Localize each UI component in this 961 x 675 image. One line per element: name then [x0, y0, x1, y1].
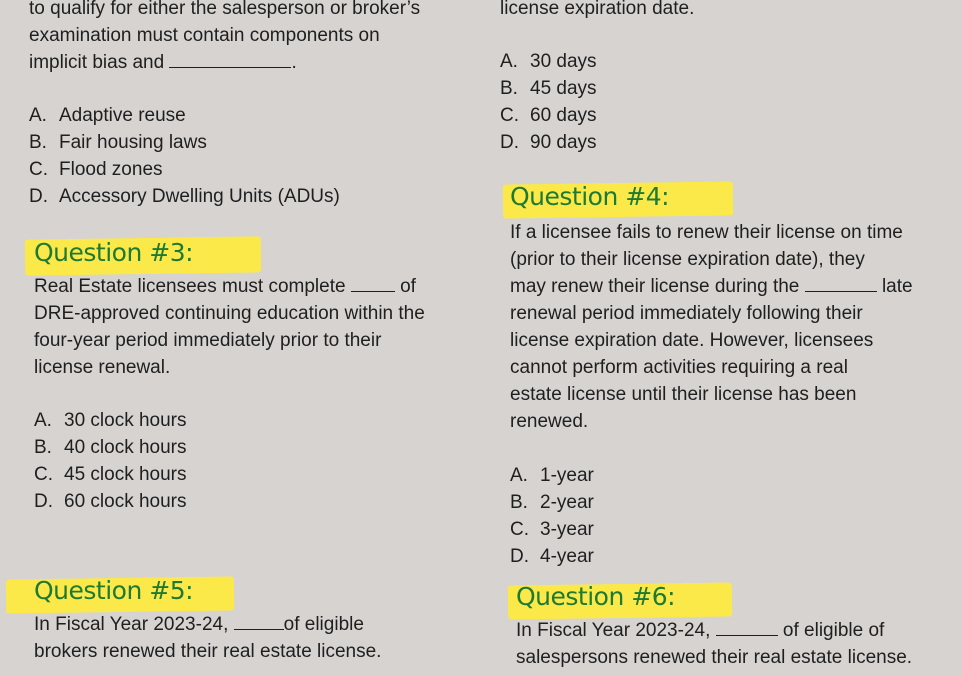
option-text: 4-year	[540, 546, 594, 567]
question-5-stem-text: of eligible	[283, 614, 364, 635]
question-3-options	[34, 407, 187, 515]
question-3-heading: Question #3:	[34, 238, 194, 267]
question-3-stem-line: DRE-approved continuing education within the	[34, 303, 425, 324]
question-6-heading: Question #6:	[516, 582, 676, 611]
option-c[interactable]	[29, 156, 340, 183]
question-2-options	[29, 102, 340, 210]
question-2-stem-line: to qualify for either the salesperson or broker’s	[29, 0, 421, 19]
question-6-stem-line: salespersons renewed their real estate license.	[516, 647, 913, 668]
option-letter: D.	[29, 186, 48, 207]
option-text: 2-year	[540, 492, 594, 513]
question-4-stem-text: late	[881, 276, 913, 297]
question-4-stem-line: license expiration date. However, licensees	[510, 330, 874, 351]
option-text: Adaptive reuse	[59, 105, 186, 126]
question-prev-options	[500, 48, 597, 156]
option-letter: D.	[500, 132, 519, 153]
question-3-stem-line	[34, 273, 474, 300]
option-letter: D.	[34, 491, 53, 512]
question-5-heading: Question #5:	[34, 576, 194, 605]
question-4-stem-line	[510, 273, 950, 300]
question-3-stem-text: Real Estate licensees must complete	[34, 276, 346, 297]
question-5-stem-text: In Fiscal Year 2023-24,	[34, 614, 229, 635]
question-3-stem-text: of	[400, 276, 416, 297]
question-2-stem-line	[29, 49, 479, 76]
option-a[interactable]	[29, 102, 340, 129]
option-letter: A.	[510, 465, 528, 486]
option-letter: B.	[500, 78, 518, 99]
question-prev-block	[500, 0, 940, 22]
question-4-stem-line: (prior to their license expiration date), they	[510, 249, 865, 270]
option-letter: B.	[34, 437, 52, 458]
option-d[interactable]	[510, 543, 594, 570]
answer-blank	[169, 51, 291, 68]
question-4-stem-line: renewed.	[510, 411, 589, 432]
question-4-stem-text: may renew their license during the	[510, 276, 800, 297]
question-5-block	[34, 611, 474, 665]
answer-blank	[805, 275, 877, 292]
option-letter: A.	[500, 51, 518, 72]
option-a[interactable]	[500, 48, 597, 75]
option-b[interactable]	[34, 434, 187, 461]
option-b[interactable]	[510, 489, 594, 516]
option-letter: A.	[34, 410, 52, 431]
answer-blank	[716, 619, 778, 636]
option-text: 30 days	[530, 51, 597, 72]
question-3-stem-line: license renewal.	[34, 357, 171, 378]
option-c[interactable]	[510, 516, 594, 543]
question-3-block	[34, 273, 474, 381]
option-text: 60 clock hours	[64, 491, 187, 512]
question-6-stem-line	[516, 617, 961, 644]
question-5-stem-line: brokers renewed their real estate license.	[34, 641, 382, 662]
option-b[interactable]	[500, 75, 597, 102]
option-text: Accessory Dwelling Units (ADUs)	[59, 186, 340, 207]
question-prev-stem-line: license expiration date.	[500, 0, 695, 19]
answer-blank	[234, 613, 284, 630]
option-text: 3-year	[540, 519, 594, 540]
question-6-stem-text: of eligible of	[782, 620, 885, 641]
option-letter: D.	[510, 546, 529, 567]
question-4-stem-line: If a licensee fails to renew their license on time	[510, 222, 903, 243]
option-letter: C.	[34, 464, 53, 485]
option-text: 40 clock hours	[64, 437, 187, 458]
question-6-block	[516, 617, 961, 671]
option-a[interactable]	[34, 407, 187, 434]
option-text: 30 clock hours	[64, 410, 187, 431]
option-letter: C.	[500, 105, 519, 126]
question-2-block	[29, 0, 479, 76]
option-c[interactable]	[34, 461, 187, 488]
option-letter: B.	[510, 492, 528, 513]
question-2-stem-text: implicit bias and	[29, 52, 165, 73]
answer-blank	[351, 275, 395, 292]
option-letter: C.	[510, 519, 529, 540]
option-letter: A.	[29, 105, 47, 126]
question-3-stem-line: four-year period immediately prior to their	[34, 330, 382, 351]
option-b[interactable]	[29, 129, 340, 156]
option-text: Fair housing laws	[59, 132, 207, 153]
option-text: 45 days	[530, 78, 597, 99]
option-d[interactable]	[34, 488, 187, 515]
option-c[interactable]	[500, 102, 597, 129]
option-d[interactable]	[29, 183, 340, 210]
option-letter: C.	[29, 159, 48, 180]
question-4-block	[510, 219, 950, 435]
question-4-stem-line: estate license until their license has been	[510, 384, 857, 405]
option-text: 90 days	[530, 132, 597, 153]
question-4-options	[510, 462, 594, 570]
option-a[interactable]	[510, 462, 594, 489]
question-4-stem-line: renewal period immediately following their	[510, 303, 863, 324]
question-4-stem-line: cannot perform activities requiring a real	[510, 357, 848, 378]
question-2-stem-line: examination must contain components on	[29, 25, 380, 46]
question-4-heading: Question #4:	[510, 182, 670, 211]
question-5-stem-line	[34, 611, 474, 638]
option-text: 1-year	[540, 465, 594, 486]
question-6-stem-text: In Fiscal Year 2023-24,	[516, 620, 711, 641]
question-2-stem-end: .	[291, 52, 297, 73]
option-text: 45 clock hours	[64, 464, 187, 485]
option-d[interactable]	[500, 129, 597, 156]
option-letter: B.	[29, 132, 47, 153]
option-text: Flood zones	[59, 159, 163, 180]
option-text: 60 days	[530, 105, 597, 126]
